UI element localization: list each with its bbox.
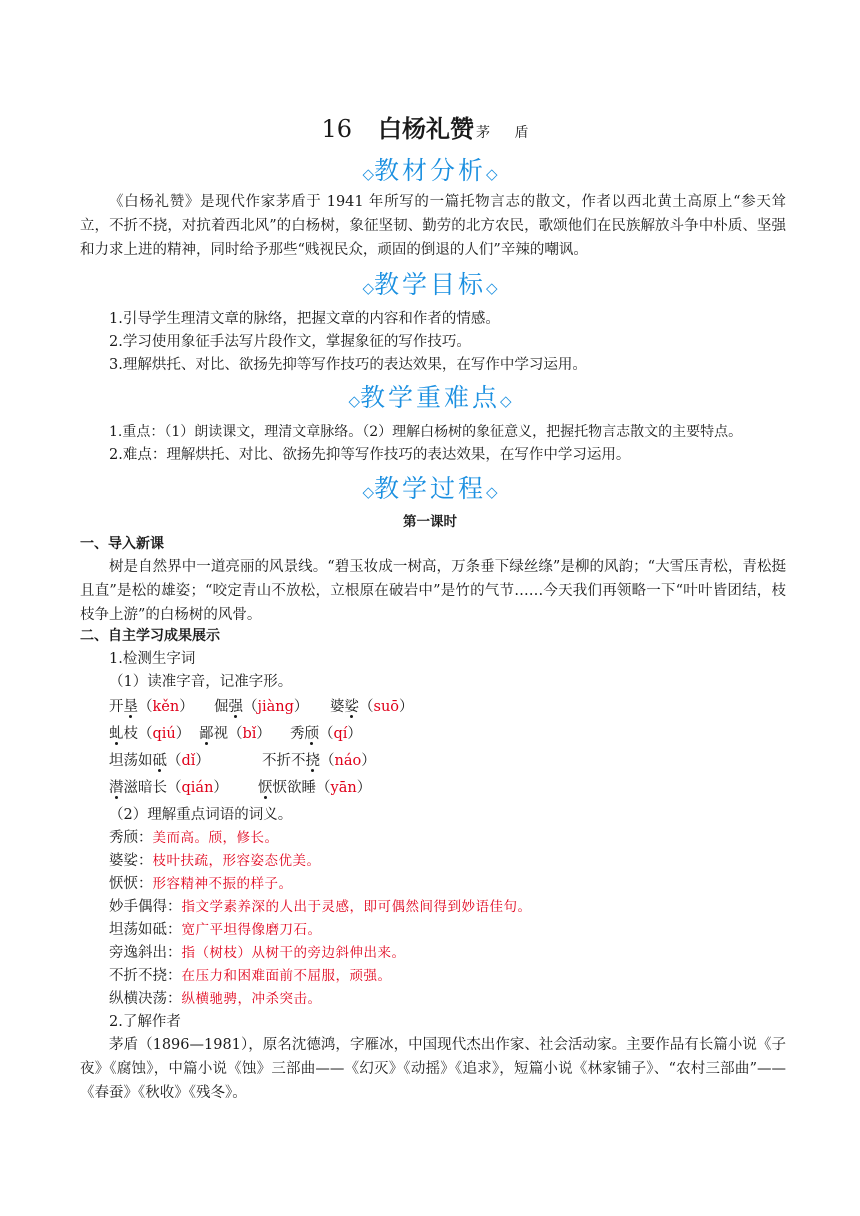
part2-heading: 二、自主学习成果展示 [80,628,220,644]
lesson-number: 16 [321,115,353,143]
vocab-word: 开垦（kěn） [109,699,194,715]
definition-item: 妙手偶得：指文学素养深的人出于灵感，即可偶然间得到妙语佳句。 [109,899,532,915]
vocab-word: 不折不挠（náo） [262,753,376,769]
vocab-word: 虬枝（qiú） [109,726,191,742]
definition-item: 旁逸斜出：指（树枝）从树干的旁边斜伸出来。 [109,945,406,961]
diamond-icon: ◇ [500,392,512,410]
diamond-icon: ◇ [362,483,374,501]
key-point-item: 2.难点：理解烘托、对比、欲扬先抑等写作技巧的表达效果，在写作中学习运用。 [109,447,631,463]
subheading: 1.检测生字词 [109,651,196,667]
vocab-word: 婆娑（suō） [330,699,414,715]
lesson-title-text: 白杨礼赞 [378,114,475,143]
part1-paragraph: 树是自然界中一道亮丽的风景线。“碧玉妆成一树高，万条垂下绿丝绦”是柳的风韵；“大雪压青松，青松挺且直”是松的雄姿；“咬定青山不放松，立根原在破岩中”是竹的气节……今天我们再领略一下“叶叶皆团结，枝枝争上游”的白杨树的风骨。 [80,559,787,623]
definition-item: 坦荡如砥：宽广平坦得像磨刀石。 [109,922,322,938]
section-heading-goals: ◇教学目标◇ [362,270,498,299]
section-heading-key-points: ◇教学重难点◇ [348,383,512,412]
section-heading-process: ◇教学过程◇ [362,474,498,503]
subheading: （1）读准字音，记准字形。 [109,674,293,690]
part1-heading: 一、导入新课 [80,536,164,552]
goal-item: 3.理解烘托、对比、欲扬先抑等写作技巧的表达效果，在写作中学习运用。 [109,357,587,373]
diamond-icon: ◇ [486,279,498,297]
vocab-word: 潜滋暗长（qián） [109,780,228,796]
diamond-icon: ◇ [348,392,360,410]
diamond-icon: ◇ [486,165,498,183]
subheading: 2.了解作者 [109,1014,181,1030]
lesson-period-label: 第一课时 [403,514,457,530]
definition-item: 恹恹：形容精神不振的样子。 [109,876,293,892]
vocab-word: 倔强（jiàng） [214,699,309,715]
vocab-word: 鄙视（bǐ） [199,726,271,742]
subheading: （2）理解重点词语的词义。 [109,807,293,823]
definition-item: 纵横决荡：纵横驰骋，冲杀突击。 [109,991,322,1007]
analysis-paragraph: 《白杨礼赞》是现代作家茅盾于 1941 年所写的一篇托物言志的散文，作者以西北黄土高原上“参天耸立，不折不挠，对抗着西北风”的白杨树，象征坚韧、勤劳的北方农民，歌颂他们在民族解放斗争中朴质、坚强和力求上进的精神，同时给予那些“贱视民众，顽固的倒退的人们”辛辣的嘲讽。 [80,194,786,258]
author-paragraph: 茅盾（1896—1981），原名沈德鸿，字雁冰，中国现代杰出作家、社会活动家。主要作品有长篇小说《子夜》《腐蚀》，中篇小说《蚀》三部曲——《幻灭》《动摇》《追求》，短篇小说《林家铺子》、“农村三部曲”——《春蚕》《秋收》《残冬》。 [80,1037,786,1101]
lesson-title [0,112,860,150]
vocab-word: 坦荡如砥（dǐ） [109,753,210,769]
definition-item: 秀颀：美而高。颀，修长。 [109,830,279,846]
lesson-author: 茅 盾 [476,125,539,141]
vocab-word: 恹恹欲睡（yān） [258,780,372,796]
definition-item: 不折不挠：在压力和困难面前不屈服，顽强。 [109,968,392,984]
diamond-icon: ◇ [362,165,374,183]
key-point-item: 1.重点：（1）朗读课文，理清文章脉络。（2）理解白杨树的象征意义，把握托物言志散文的主要特点。 [109,424,743,440]
goal-item: 1.引导学生理清文章的脉络，把握文章的内容和作者的情感。 [109,311,500,327]
section-heading-analysis: ◇教材分析◇ [362,156,498,185]
definition-item: 婆娑：枝叶扶疏，形容姿态优美。 [109,853,321,869]
diamond-icon: ◇ [486,483,498,501]
goal-item: 2.学习使用象征手法写片段作文，掌握象征的写作技巧。 [109,334,471,350]
vocab-word: 秀颀（qí） [290,726,362,742]
diamond-icon: ◇ [362,279,374,297]
